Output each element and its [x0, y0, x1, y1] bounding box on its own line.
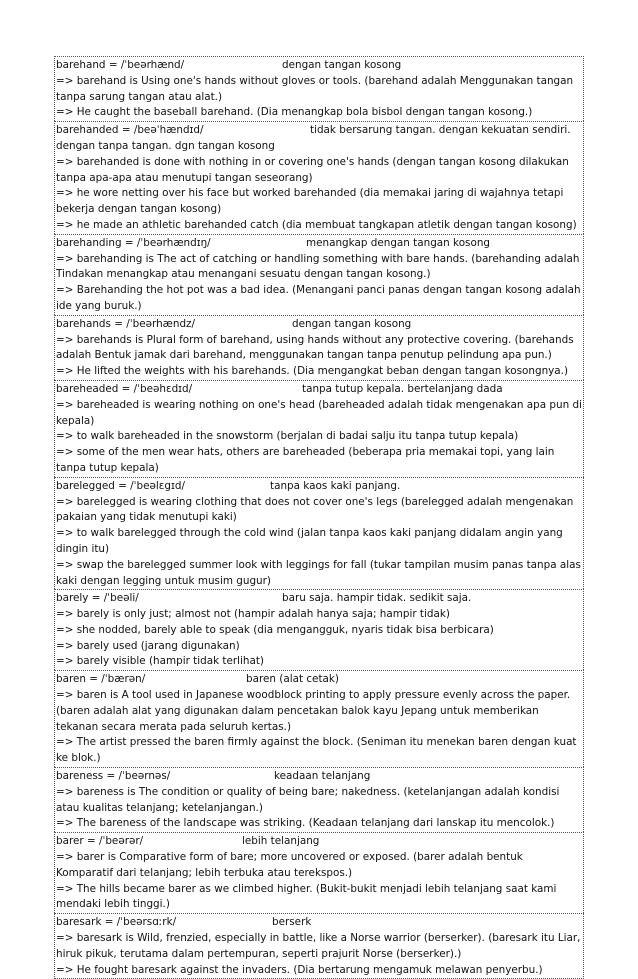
entry-headword: baren = /ˈbærən/ — [56, 673, 146, 686]
entry-meaning: dengan tangan kosong — [292, 317, 412, 330]
entry-barehand — [54, 56, 584, 121]
entry-line: => He lifted the weights with his barehands. (Dia mengangkat beban dengan tangan kosongnya.) — [56, 365, 569, 378]
entry-baresark — [54, 913, 584, 979]
entry-line: => He fought baresark against the invaders. (Dia bertarung mengamuk melawan penyerbu.) — [56, 963, 543, 976]
entry-line: => barehanding is The act of catching or handling something with bare hands. (barehanding adalah Tindakan menangkap atau menangani sesuatu dengan tangan kosong.) — [56, 252, 580, 281]
entry-line: => barer is Comparative form of bare; more uncovered or exposed. (barer adalah bentuk Komparatif dari telanjang; lebih terbuka atau terekspos.) — [56, 851, 523, 879]
entry-head-row — [56, 317, 582, 333]
entry-headword: barehanding = /ˈbeərhændɪŋ/ — [56, 236, 211, 249]
entry-head-row — [56, 834, 582, 850]
entry-meaning: menangkap dengan tangan kosong — [306, 236, 491, 249]
entry-line: => he made an athletic barehanded catch (dia membuat tangkapan atletik dengan tangan kosong) — [56, 218, 577, 231]
entry-barely — [54, 589, 584, 670]
entry-headword: baresark = /ˈbeərsɑːrk/ — [56, 916, 177, 929]
entry-head-row — [56, 479, 582, 495]
entry-line: => to walk bareheaded in the snowstorm (berjalan di badai salju itu tanpa tutup kepala) — [56, 430, 519, 443]
entry-barehanding — [54, 234, 584, 315]
entry-meaning: tanpa kaos kaki panjang. — [270, 479, 401, 492]
entry-line: => she nodded, barely able to speak (dia mengangguk, nyaris tidak bisa berbicara) — [56, 623, 494, 636]
entry-head-row — [56, 769, 582, 785]
entry-line: => some of the men wear hats, others are bareheaded (beberapa pria memakai topi, yang lain tanpa tutup kepala) — [56, 446, 555, 474]
entry-headword: barely = /ˈbeəli/ — [56, 592, 139, 605]
entry-line: => He caught the baseball barehand. (Dia menangkap bola bisbol dengan tangan kosong.) — [56, 106, 533, 119]
entry-line: => barehanded is done with nothing in or covering one's hands (dengan tangan kosong dilakukan tanpa apa-apa atau menutupi tangan seseorang) — [56, 155, 569, 184]
entry-line: => baren is A tool used in Japanese woodblock printing to apply pressure evenly across the paper. (baren adalah alat yang digunakan dalam pencetakan balok kayu Jepang untuk memberikan tekanan secara merata pada seluruh kertas.) — [56, 689, 571, 733]
entry-headword: bareheaded = /ˈbeəhɛdɪd/ — [56, 382, 193, 395]
dictionary-page — [54, 56, 584, 979]
entry-barer — [54, 832, 584, 913]
entry-barehanded — [54, 121, 584, 234]
entry-line: => swap the barelegged summer look with leggings for fall (tukar tampilan musim panas tanpa alas kaki dengan legging untuk musim gugur) — [56, 558, 581, 587]
entry-headword: barehand = /ˈbeərhænd/ — [56, 59, 185, 71]
entry-headword: barelegged = /ˈbeəlɛgɪd/ — [56, 479, 185, 492]
entry-line: => The hills became barer as we climbed higher. (Bukit-bukit menjadi lebih telanjang saat kami mendaki lebih tinggi.) — [56, 882, 557, 911]
entry-meaning: tidak bersarung tangan. dengan kekuatan sendiri. dengan tanpa tangan. dgn tangan kosong — [56, 124, 571, 152]
entry-bareheaded — [54, 380, 584, 477]
entry-head-row — [56, 236, 582, 252]
entry-line: => barely used (jarang digunakan) — [56, 639, 240, 652]
entry-line: => he wore netting over his face but worked barehanded (dia memakai jaring di wajahnya tetapi bekerja dengan tangan kosong) — [56, 187, 564, 216]
entry-head-row — [56, 672, 582, 688]
entry-barehands — [54, 315, 584, 380]
entry-line: => barelegged is wearing clothing that does not cover one's legs (barelegged adalah mengenakan pakaian yang tidak menutupi kaki) — [56, 495, 574, 524]
entry-line: => The bareness of the landscape was striking. (Keadaan telanjang dari lanskap itu mencolok.) — [56, 817, 555, 830]
entry-head-row — [56, 123, 582, 155]
entry-line: => to walk barelegged through the cold wind (jalan tanpa kaos kaki panjang didalam angin yang dingin itu) — [56, 527, 563, 555]
entry-line: => barehands is Plural form of barehand, using hands without any protective covering. (barehands adalah Bentuk jamak dari barehand, menggunakan tangan tanpa penutup pelindung apa pun.) — [56, 333, 574, 362]
entry-head-row — [56, 915, 582, 931]
entry-head-row — [56, 58, 582, 74]
entry-barelegged — [54, 477, 584, 590]
entry-baren — [54, 670, 584, 767]
entry-line: => barely visible (hampir tidak terlihat) — [56, 655, 264, 668]
entry-head-row — [56, 591, 582, 607]
entry-meaning: berserk — [272, 916, 312, 929]
entry-head-row — [56, 382, 582, 398]
entry-line: => bareness is The condition or quality of being bare; nakedness. (ketelanjangan adalah kondisi atau kualitas telanjang; ketelanjangan.) — [56, 785, 560, 814]
entry-headword: barehanded = /beəˈhændɪd/ — [56, 124, 204, 137]
entry-line: => bareheaded is wearing nothing on one's head (bareheaded adalah tidak mengenakan apa pun di kepala) — [56, 398, 582, 427]
entry-meaning: baren (alat cetak) — [246, 673, 339, 686]
entry-line: => barehand is Using one's hands without gloves or tools. (barehand adalah Menggunakan tangan tanpa sarung tangan atau alat.) — [56, 74, 574, 103]
entry-meaning: dengan tangan kosong — [282, 59, 402, 71]
entry-line: => The artist pressed the baren firmly against the block. (Seniman itu menekan baren dengan kuat ke blok.) — [56, 736, 577, 765]
entry-meaning: baru saja. hampir tidak. sedikit saja. — [282, 592, 472, 605]
entry-line: => barely is only just; almost not (hampir adalah hanya saja; hampir tidak) — [56, 608, 450, 621]
entry-line: => Barehanding the hot pot was a bad idea. (Menangani panci panas dengan tangan kosong adalah ide yang buruk.) — [56, 284, 581, 312]
entry-headword: barer = /ˈbeərər/ — [56, 835, 144, 848]
entry-headword: bareness = /ˈbeərnəs/ — [56, 770, 171, 783]
entry-bareness — [54, 767, 584, 832]
entry-meaning: tanpa tutup kepala. bertelanjang dada — [302, 382, 503, 395]
entry-meaning: keadaan telanjang — [274, 770, 371, 783]
entry-headword: barehands = /ˈbeərhændz/ — [56, 317, 196, 330]
entry-line: => baresark is Wild, frenzied, especially in battle, like a Norse warrior (berserker). (baresark itu Liar, hiruk pikuk, terutama dalam pertempuran, seperti prajurit Norse (berserker).) — [56, 932, 581, 960]
entry-meaning: lebih telanjang — [242, 835, 320, 848]
